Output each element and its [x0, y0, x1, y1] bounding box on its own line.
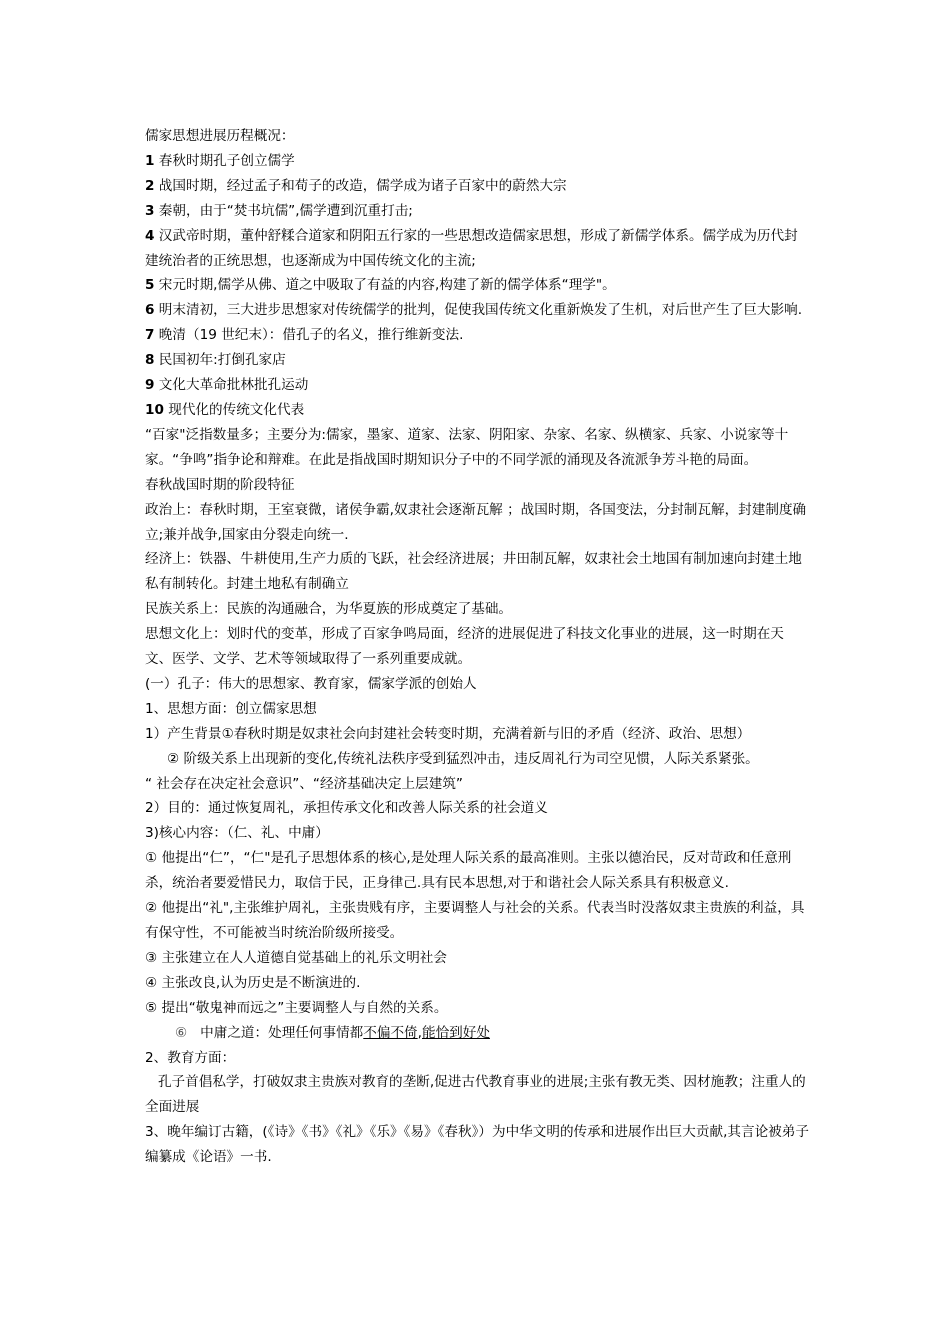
- stage-num: 7: [145, 327, 155, 344]
- core-point-6: [145, 1021, 810, 1046]
- core-point-1: ① 他提出“仁”，“仁"是孔子思想体系的核心,是处理人际关系的最高准则。主张以德治民，反对苛政和任意刑杀，统治者要爱惜民力，取信于民，正身律己.具有民本思想,对于和谐社会人际关系具有积极意义.: [145, 850, 792, 892]
- economy-paragraph: 经济上：铁器、牛耕使用,生产力质的飞跃，社会经济进展；井田制瓦解，奴隶社会土地国有制加速向封建土地私有制转化。封建土地私有制确立: [145, 551, 802, 593]
- stage-6: [145, 298, 810, 323]
- stage-num: 4: [145, 227, 155, 244]
- stage-num: 10: [145, 401, 164, 418]
- core-point-5: ⑤ 提出“敬鬼神而远之”主要调整人与自然的关系。: [145, 999, 448, 1016]
- stage-2: [145, 174, 810, 199]
- core-content-title: 3)核心内容：（仁、礼、中庸）: [145, 825, 329, 842]
- stage-text: 晚清（19 世纪末）：借孔子的名义，推行维新变法.: [158, 327, 464, 344]
- stage-1: [145, 149, 810, 174]
- core-point-3: ③ 主张建立在人人道德自觉基础上的礼乐文明社会: [145, 949, 447, 966]
- stage-text: 现代化的传统文化代表: [168, 401, 305, 418]
- kongzi-title: (一）孔子：伟大的思想家、教育家，儒家学派的创始人: [145, 675, 477, 692]
- stage-text: 秦朝，由于“焚书坑儒”,儒学遭到沉重打击;: [158, 202, 413, 219]
- doc-heading: 儒家思想进展历程概况：: [145, 128, 295, 144]
- point-6-comma: ,: [417, 1024, 422, 1041]
- chunqiu-title: 春秋战国时期的阶段特征: [145, 476, 295, 493]
- point-6-prefix: 中庸之道：处理任何事情都: [200, 1024, 364, 1041]
- politics-paragraph: 政治上：春秋时期，王室衰微，诸侯争霸,奴隶社会逐渐瓦解 ；战国时期，各国变法，分封制瓦解，封建制度确立;兼并战争,国家由分裂走向统一.: [145, 501, 807, 543]
- background-point-1: 1）产生背景①春秋时期是奴隶社会向封建社会转变时期，充满着新与旧的矛盾（经济、政治、思想）: [145, 725, 751, 742]
- section-1-title: 1、思想方面：创立儒家思想: [145, 700, 317, 717]
- stage-10: [145, 398, 810, 423]
- culture-paragraph: 思想文化上：划时代的变革，形成了百家争鸣局面，经济的进展促进了科技文化事业的进展，这一时期在天文、医学、文学、艺术等领域取得了一系列重要成就。: [145, 626, 784, 668]
- stage-9: [145, 373, 810, 398]
- stage-8: [145, 348, 810, 373]
- point-6-underline-1: 不偏不倚: [363, 1024, 418, 1041]
- stage-num: 3: [145, 202, 155, 219]
- stage-num: 1: [145, 152, 155, 169]
- point-6-underline-2: 能恰到好处: [421, 1024, 490, 1041]
- background-point-2: ② 阶级关系上出现新的变化,传统礼法秩序受到猛烈冲击，违反周礼行为司空见惯，人际关系紧张。: [167, 750, 759, 767]
- ethnic-paragraph: 民族关系上：民族的沟通融合，为华夏族的形成奠定了基础。: [145, 601, 513, 618]
- stage-num: 9: [145, 377, 155, 394]
- section-2-title: 2、教育方面：: [145, 1049, 236, 1066]
- stage-text: 宋元时期,儒学从佛、道之中吸取了有益的内容,构建了新的儒学体系“理学"。: [158, 277, 616, 294]
- stage-5: [145, 273, 810, 298]
- education-text: 孔子首倡私学，打破奴隶主贵族对教育的垄断,促进古代教育事业的进展;主张有教无类、因材施教；注重人的全面进展: [145, 1074, 806, 1116]
- document-body: [145, 124, 810, 1170]
- stage-num: 5: [145, 277, 155, 294]
- quote-line: “ 社会存在决定社会意识”、“经济基础决定上层建筑”: [145, 775, 463, 792]
- point-6-marker: ⑥: [175, 1024, 188, 1041]
- stage-4: [145, 224, 810, 274]
- education-paragraph: [145, 1070, 810, 1120]
- stage-text: 文化大革命批林批孔运动: [158, 377, 309, 394]
- core-point-4: ④ 主张改良,认为历史是不断演进的.: [145, 974, 361, 991]
- stage-num: 8: [145, 352, 155, 369]
- stage-text: 明末清初，三大进步思想家对传统儒学的批判，促使我国传统文化重新焕发了生机，对后世产生了巨大影响.: [158, 302, 803, 319]
- section-3-paragraph: 3、晚年编订古籍，(《诗》《书》《礼》《乐》《易》《春秋》）为中华文明的传承和进展作出巨大贡献,其言论被弟子编纂成《论语》一书.: [145, 1124, 809, 1166]
- stage-text: 汉武帝时期，董仲舒糅合道家和阴阳五行家的一些思想改造儒家思想，形成了新儒学体系。儒学成为历代封建统治者的正统思想，也逐渐成为中国传统文化的主流;: [145, 227, 798, 269]
- stage-7: [145, 323, 810, 348]
- stage-text: 民国初年:打倒孔家店: [158, 352, 286, 369]
- purpose-line: 2）目的：通过恢复周礼，承担传承文化和改善人际关系的社会道义: [145, 800, 548, 817]
- baijia-paragraph: “百家"泛指数量多；主要分为:儒家，墨家、道家、法家、阴阳家、杂家、名家、纵横家、兵家、小说家等十家。“争鸣”指争论和辩难。在此是指战国时期知识分子中的不同学派的涌现及各流派争芳斗艳的局面。: [145, 426, 789, 468]
- stage-num: 6: [145, 302, 155, 319]
- stage-3: [145, 199, 810, 224]
- stage-text: 战国时期，经过孟子和荀子的改造，儒学成为诸子百家中的蔚然大宗: [158, 177, 567, 194]
- stage-num: 2: [145, 177, 155, 194]
- stage-text: 春秋时期孔子创立儒学: [158, 152, 295, 169]
- core-point-2: ② 他提出“礼",主张维护周礼，主张贵贱有序，主要调整人与社会的关系。代表当时没落奴隶主贵族的利益，具有保守性，不可能被当时统治阶级所接受。: [145, 900, 805, 941]
